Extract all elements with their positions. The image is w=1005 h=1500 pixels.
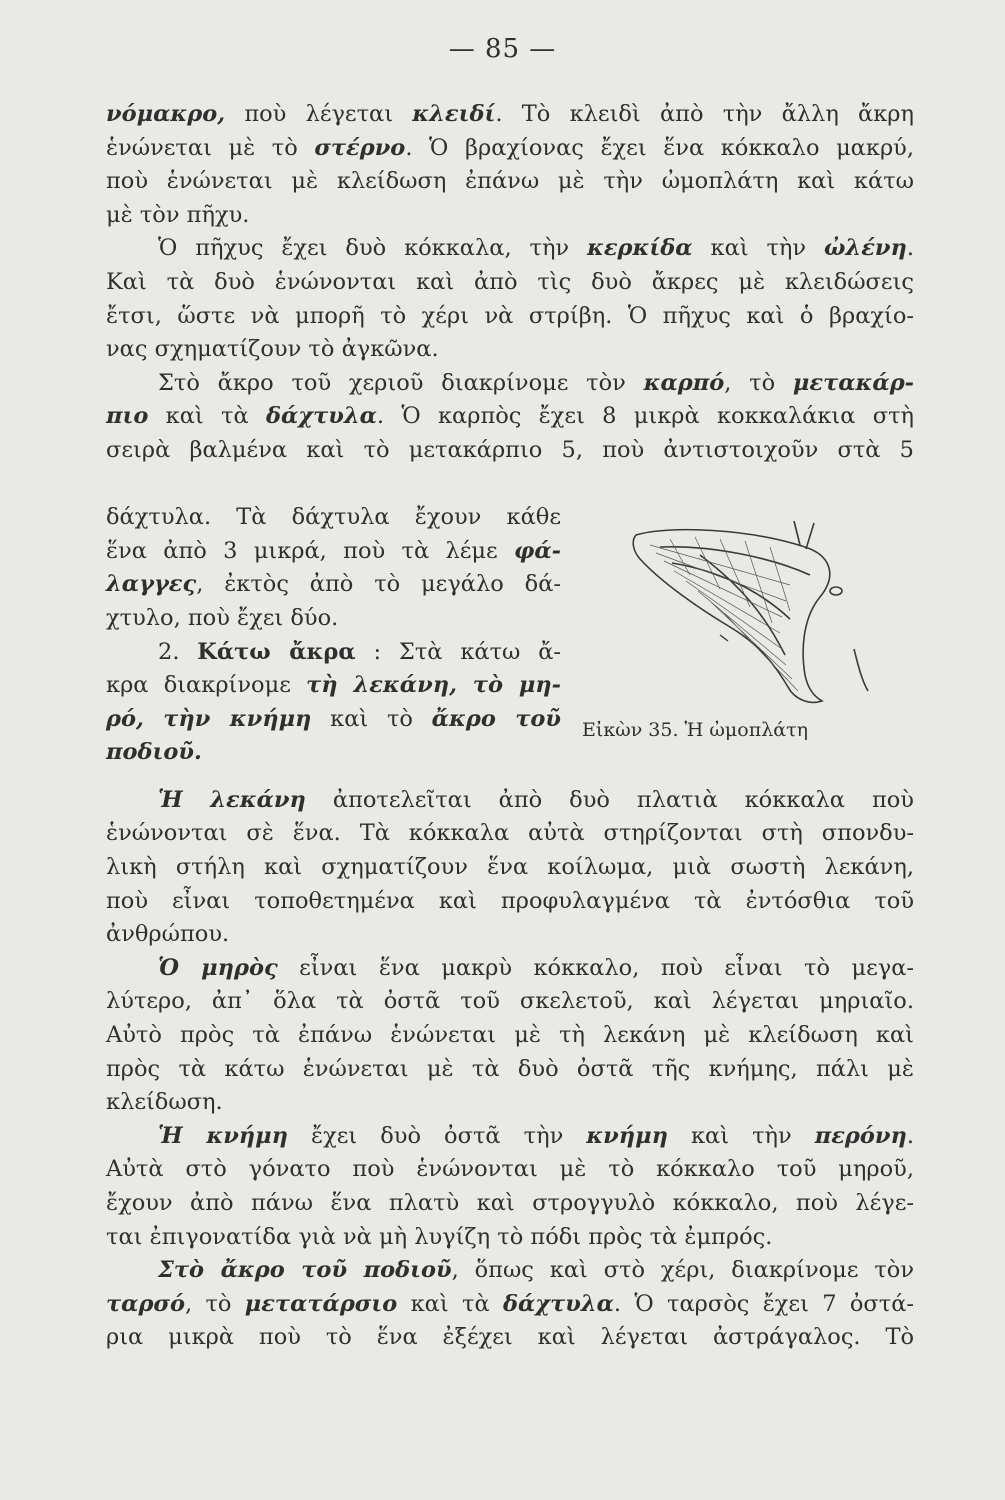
text-line: ἑνώνεται μὲ τὸ στέρνο. Ὁ βραχίονας ἔχει ἕνα κόκκαλο μακρύ,	[106, 134, 914, 161]
text-line: Καὶ τὰ δυὸ ἑνώνονται καὶ ἀπὸ τὶς δυὸ ἄκρες μὲ κλειδώσεις	[106, 268, 914, 295]
text-line: κρα διακρίνομε τὴ λεκάνη, τὸ μη-	[106, 672, 562, 699]
text-line: Ὁ πῆχυς ἔχει δυὸ κόκκαλα, τὴν κερκίδα καὶ τὴν ὠλένη.	[158, 235, 915, 262]
text-line: ται ἐπιγονατίδα γιὰ νὰ μὴ λυγίζη τὸ πόδι πρὸς τὰ ἐμπρός.	[106, 1223, 773, 1250]
scapula-illustration	[600, 515, 900, 715]
text-line: ἀνθρώπου.	[106, 921, 230, 948]
body-text-narrow	[106, 501, 561, 770]
text-line: Στὸ ἄκρο τοῦ χεριοῦ διακρίνομε τὸν καρπό, τὸ μετακάρ-	[158, 369, 915, 396]
text-line: μὲ τὸν πῆχυ.	[106, 201, 250, 228]
figure-caption: Εἰκὼν 35. Ἡ ὠμοπλάτη	[582, 719, 808, 741]
text-line: Ἡ λεκάνη ἀποτελεῖται ἀπὸ δυὸ πλατιὰ κόκκαλα ποὺ	[158, 786, 914, 813]
text-line: Στὸ ἄκρο τοῦ ποδιοῦ, ὅπως καὶ στὸ χέρι, διακρίνομε τὸν	[158, 1257, 914, 1284]
text-line: Ὁ μηρὸς εἶναι ἕνα μακρὺ κόκκαλο, ποὺ εἶναι τὸ μεγα-	[158, 954, 914, 981]
text-line: χτυλο, ποὺ ἔχει δύο.	[106, 604, 339, 631]
text-line: ποὺ ἑνώνεται μὲ κλείδωση ἐπάνω μὲ τὴν ὠμοπλάτη καὶ κάτω	[106, 168, 914, 195]
text-line: λικὴ στήλη καὶ σχηματίζουν ἕνα κοίλωμα, μιὰ σωστὴ λεκάνη,	[106, 853, 914, 880]
text-line: ποδιοῦ.	[106, 739, 202, 766]
text-line: Ἡ κνήμη ἔχει δυὸ ὀστᾶ τὴν κνήμη καὶ τὴν περόνη.	[158, 1122, 914, 1149]
text-line: ἔτσι, ὥστε νὰ μπορῆ τὸ χέρι νὰ στρίβη. Ὁ πῆχυς καὶ ὁ βραχίο-	[106, 302, 914, 329]
text-line: λύτερο, ἀπ᾽ ὅλα τὰ ὀστᾶ τοῦ σκελετοῦ, καὶ λέγεται μηριαῖο.	[106, 988, 914, 1015]
text-line: Αὐτὰ στὸ γόνατο ποὺ ἑνώνονται μὲ τὸ κόκκαλο τοῦ μηροῦ,	[106, 1156, 914, 1183]
body-text-top	[106, 98, 914, 468]
text-line: ποὺ εἶναι τοποθετημένα καὶ προφυλαγμένα τὰ ἐντόσθια τοῦ	[106, 887, 914, 914]
text-line: ἔχουν ἀπὸ πάνω ἕνα πλατὺ καὶ στρογγυλὸ κόκκαλο, ποὺ λέγε-	[106, 1189, 914, 1216]
text-line: δάχτυλα. Τὰ δάχτυλα ἔχουν κάθε	[106, 504, 561, 531]
text-line: ἕνα ἀπὸ 3 μικρά, ποὺ τὰ λέμε φά-	[106, 537, 561, 564]
text-line: Αὐτὸ πρὸς τὰ ἐπάνω ἑνώνεται μὲ τὴ λεκάνη μὲ κλείδωση καὶ	[106, 1021, 914, 1048]
text-line: ρια μικρὰ ποὺ τὸ ἕνα ἐξέχει καὶ λέγεται ἀστράγαλος. Τὸ	[106, 1324, 914, 1351]
text-line: 2. Κάτω ἄκρα : Στὰ κάτω ἄ-	[158, 638, 561, 665]
text-line: πρὸς τὰ κάτω ἑνώνεται μὲ τὰ δυὸ ὀστᾶ τῆς κνήμης, πάλι μὲ	[106, 1055, 914, 1082]
text-line: νας σχηματίζουν τὸ ἀγκῶνα.	[106, 336, 439, 363]
text-line: σειρὰ βαλμένα καὶ τὸ μετακάρπιο 5, ποὺ ἀντιστοιχοῦν στὰ 5	[106, 436, 914, 463]
text-line: κλείδωση.	[106, 1089, 223, 1116]
text-line: ταρσό, τὸ μετατάρσιο καὶ τὰ δάχτυλα. Ὁ ταρσὸς ἔχει 7 ὀστά-	[106, 1290, 914, 1317]
text-line: νόμακρο, ποὺ λέγεται κλειδί. Τὸ κλειδὶ ἀπὸ τὴν ἄλλη ἄκρη	[106, 101, 914, 127]
text-line: ρό, τὴν κνήμη καὶ τὸ ἄκρο τοῦ	[106, 705, 561, 732]
text-line: λαγγες, ἐκτὸς ἀπὸ τὸ μεγάλο δά-	[106, 571, 561, 598]
text-line: πιο καὶ τὰ δάχτυλα. Ὁ καρπὸς ἔχει 8 μικρὰ κοκκαλάκια στὴ	[106, 403, 914, 430]
page-number: — 85 —	[448, 34, 557, 64]
body-text-bottom	[106, 784, 914, 1355]
text-line: ἑνώνονται σὲ ἕνα. Τὰ κόκκαλα αὐτὰ στηρίζονται στὴ σπονδυ-	[106, 820, 914, 847]
